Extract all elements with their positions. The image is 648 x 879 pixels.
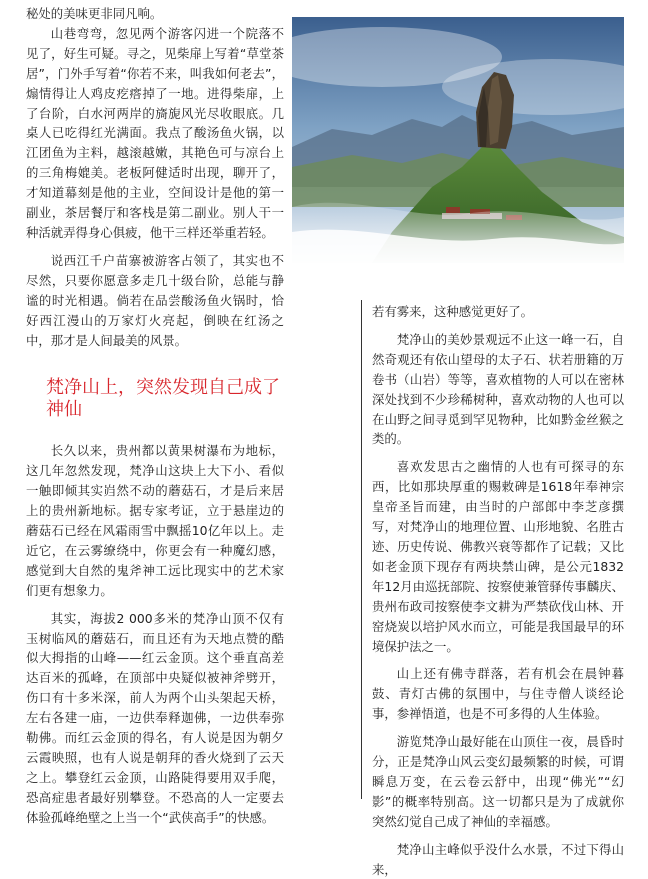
section-heading: 梵净山上，突然发现自己成了神仙	[46, 377, 280, 421]
paragraph: 长久以来，贵州都以黄果树瀑布为地标，这几年忽然发现，梵净山这块上大下小、看似一触即倾其实岿然不动的蘑菇石，才是后来居上的贵州新地标。据专家考证，立于悬崖边的蘑菇石已经在风霜雨雪中飘摇10亿年以上。走近它，在云雾缭绕中，你更会有一种魔幻感，感觉到大自然的鬼斧神工远比现实中的艺术家们更有想象力。	[26, 443, 284, 598]
column-divider	[361, 300, 362, 799]
paragraph: 其实，海拔2 000多米的梵净山顶不仅有玉树临风的蘑菇石，而且还有为天地点赞的酷似大拇指的山峰——红云金顶。这个垂直高差达百米的孤峰，在顶部中央疑似被神斧劈开，伤口有十多米深，前人为两个山头架起天桥，左右各建一庙，一边供奉释迦佛，一边供奉弥勒佛。而红云金顶的得名，有人说是因为朝夕云霞映照，也有人说是朝拜的香火烧到了云天之上。攀登红云金顶，山路陡得要用双手爬，恐高症患者最好别攀登。不恐高的人一定要去体验孤峰绝壁之上当一个“武侠高手”的快感。	[26, 610, 284, 825]
paragraph: 游览梵净山最好能在山顶住一夜，晨昏时分，正是梵净山风云变幻最频繁的时候，可谓瞬息万变，在云卷云舒中，出现“佛光”“幻影”的概率特别高。这一切都只是为了成就你突然幻觉自己成了神仙的幸福感。	[372, 734, 624, 829]
paragraph: 若有雾来，这种感觉更好了。	[372, 304, 534, 319]
mushroom-rock-landscape	[292, 17, 624, 263]
left-column	[26, 4, 284, 828]
paragraph: 梵净山主峰似乎没什么水景，不过下得山来，	[372, 841, 624, 877]
paragraph: 山上还有佛寺群落，若有机会在晨钟暮鼓、青灯古佛的氛围中，与住寺僧人谈经论事，参禅悟道，也是不可多得的人生体验。	[372, 666, 624, 722]
paragraph: 喜欢发思古之幽情的人也有可探寻的东西，比如那块厚重的赐敕碑是1618年奉神宗皇帝圣旨而建，由当时的户部郎中李芝彦撰写，对梵净山的地理位置、山形地貌、名胜古迹、历史传说、佛教兴衰等都作了记载；又比如老金顶下现存有两块禁山碑，是公元1832年12月由巡抚部院、按察使兼管驿传事麟庆、贵州布政司按察使李文耕为严禁砍伐山林、开窑烧炭以培护风水而立，可能是我国最早的环境保护法之一。	[372, 459, 624, 654]
paragraph: 说西江千户苗寨被游客占领了，其实也不尽然，只要你愿意多走几十级台阶，总能与静谧的时光相遇。倘若在品尝酸汤鱼火锅时，恰好西江漫山的万家灯火亮起，倒映在红汤之中，那才是人间最美的风景。	[26, 252, 284, 348]
paragraph: 秘处的美味更非同凡响。	[26, 6, 163, 21]
mountain-photo	[292, 17, 624, 263]
paragraph: 梵净山的美妙景观远不止这一峰一石，自然奇观还有依山望母的太子石、状若册籍的万卷书（山岩）等等，喜欢植物的人可以在密林深处找到不少珍稀树种，喜欢动物的人也可以在山野之间寻觅到罕见物种，比如黔金丝猴之类的。	[372, 331, 624, 447]
paragraph: 山巷弯弯，忽见两个游客闪进一个院落不见了，好生可疑。寻之，见柴扉上写着“草堂茶居”，门外手写着“你若不来，叫我如何老去”，煽情得让人鸡皮疙瘩掉了一地。进得柴扉，上了台阶，白水河两岸的旖旎风光尽收眼底。几桌人已吃得红光满面。我点了酸汤鱼火锅，以江团鱼为主料，越滚越嫩，其艳色可与凉台上的三角梅媲美。老板阿健适时出现，聊开了，才知道幕刻是他的主业，空间设计是他的第一副业，茶居餐厅和客栈是第二副业。别人干一种活就弄得身心俱疲，他干三样还举重若轻。	[26, 25, 284, 240]
right-column	[372, 302, 624, 879]
